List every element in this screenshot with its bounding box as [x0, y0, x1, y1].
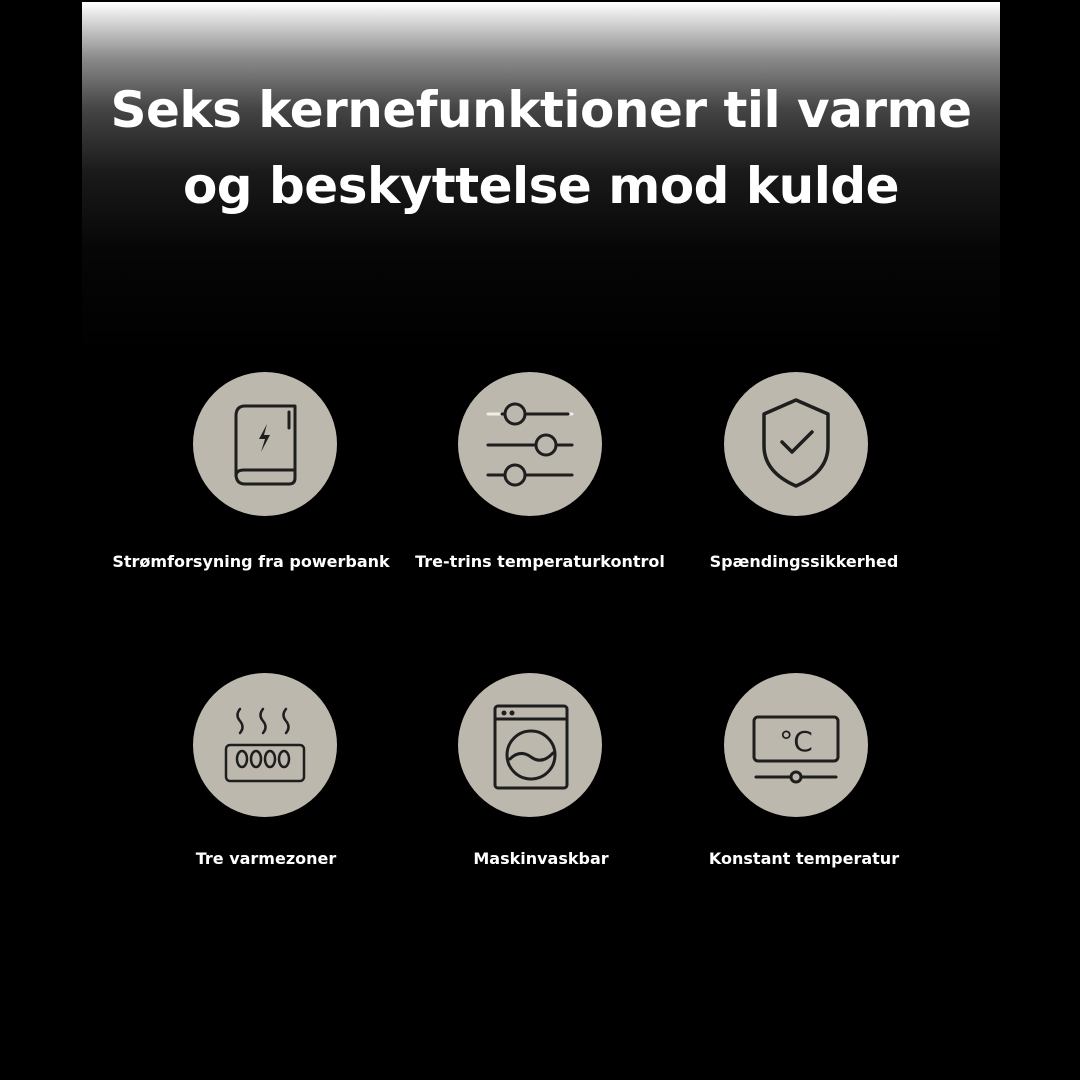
washing-machine-icon	[458, 673, 602, 817]
page-title	[82, 72, 1000, 224]
feature-label-voltage-safety: Spændingssikkerhed	[709, 552, 899, 571]
thermostat-display-icon	[724, 673, 868, 817]
powerbank-icon	[193, 372, 337, 516]
feature-label-powerbank: Strømforsyning fra powerbank	[112, 552, 390, 571]
feature-label-temperature-control: Tre-trins temperaturkontrol	[415, 552, 665, 571]
feature-icon-circle-voltage-safety	[724, 372, 868, 516]
thermostat-unit: °C	[779, 725, 813, 758]
feature-label-heating-zones: Tre varmezoner	[195, 849, 337, 868]
feature-icon-circle-machine-washable	[458, 673, 602, 817]
shield-check-icon	[724, 372, 868, 516]
feature-icon-circle-constant-temperature	[724, 673, 868, 817]
title-line-1: Seks kernefunktioner til varme	[110, 81, 972, 139]
sliders-icon	[458, 372, 602, 516]
feature-label-machine-washable: Maskinvaskbar	[473, 849, 609, 868]
title-line-2: og beskyttelse mod kulde	[182, 157, 900, 215]
heating-zones-icon	[193, 673, 337, 817]
feature-label-constant-temperature: Konstant temperatur	[708, 849, 900, 868]
feature-icon-circle-temperature-control	[458, 372, 602, 516]
feature-icon-circle-powerbank	[193, 372, 337, 516]
feature-icon-circle-heating-zones	[193, 673, 337, 817]
